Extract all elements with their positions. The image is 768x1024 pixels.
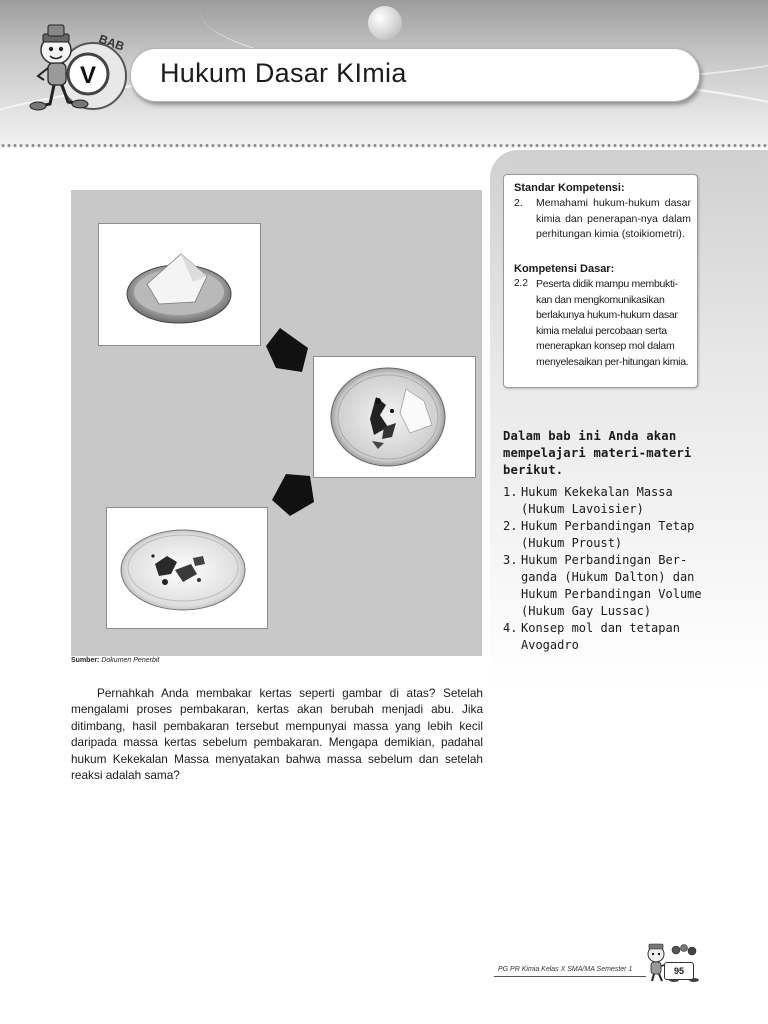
header-bubble-decoration: [368, 6, 402, 40]
list-item: [503, 518, 703, 552]
ash-dish-image: [107, 508, 267, 628]
footer-book-title: PG PR Kimia Kelas X SMA/MA Semester 1: [498, 966, 633, 973]
list-item-number: 1.: [503, 485, 518, 499]
list-item-text: Hukum Kekekalan Massa (Hukum Lavoisier): [521, 485, 673, 516]
basic-competency-heading: Kompetensi Dasar:: [514, 263, 615, 275]
arrow-down-right-icon: [264, 326, 310, 374]
footer-divider: [494, 976, 646, 977]
competency-box: [503, 174, 698, 388]
caption-source-label: Sumber:: [71, 657, 100, 664]
chapter-mascot-icon: [18, 16, 138, 116]
basic-competency-text: Peserta didik mampu membukti-kan dan mengkomunikasikan berlakunya hukum-hukum dasar kimia melalui percobaan serta menerapkan konsep mol dalam menyelesaikan per-hitungan kimia.: [536, 278, 689, 368]
header-dotted-border: [0, 143, 768, 148]
caption-source-value: Dokumen Penerbit: [101, 657, 160, 664]
chapter-label: BAB: [96, 31, 127, 54]
standard-competency-heading: Standar Kompetensi:: [514, 182, 625, 194]
intro-paragraph-text: Pernahkah Anda membakar kertas seperti gambar di atas? Setelah mengalami proses pembakaran, kertas akan berubah menjadi abu. Jika ditimbang, hasil pembakaran tersebut mempunyai massa yang lebih kecil daripada massa kertas sebelum pembakaran. Mengapa demikian, padahal hukum Kekekalan Massa menyatakan bahwa massa sebelum dan setelah reaksi adalah sama?: [71, 686, 483, 783]
standard-competency-text: Memahami hukum-hukum dasar kimia dan penerapan-nya dalam perhitungan kimia (stoikiometri).: [536, 197, 691, 240]
page-number: 95: [664, 962, 694, 980]
list-item: [503, 552, 703, 620]
intro-paragraph: [71, 685, 483, 783]
photo-ash-on-dish: [106, 507, 268, 629]
basic-competency-number: 2.2: [514, 278, 528, 289]
chapter-number: V: [79, 62, 97, 89]
standard-competency-number: 2.: [514, 197, 523, 209]
list-item-text: Hukum Perbandingan Ber-ganda (Hukum Dalton) dan Hukum Perbandingan Volume (Hukum Gay Lussac): [521, 553, 702, 618]
photo-paper-on-dish: [98, 223, 261, 346]
list-item-number: 2.: [503, 519, 518, 533]
materi-list: [503, 484, 703, 654]
burning-paper-image: [314, 357, 475, 477]
materi-intro: Dalam bab ini Anda akan mempelajari materi-materi berikut.: [503, 429, 692, 477]
list-item-number: 3.: [503, 553, 518, 567]
list-item: [503, 620, 703, 654]
page-title: Hukum Dasar KImia: [160, 58, 407, 88]
list-item-number: 4.: [503, 621, 518, 635]
list-item-text: Hukum Perbandingan Tetap (Hukum Proust): [521, 519, 695, 550]
list-item-text: Konsep mol dan tetapan Avogadro: [521, 621, 680, 652]
arrow-down-left-icon: [270, 472, 314, 518]
list-item: [503, 484, 703, 518]
photo-burning-paper: [313, 356, 476, 478]
figure-caption: [71, 657, 159, 664]
paper-dish-image: [99, 224, 260, 345]
